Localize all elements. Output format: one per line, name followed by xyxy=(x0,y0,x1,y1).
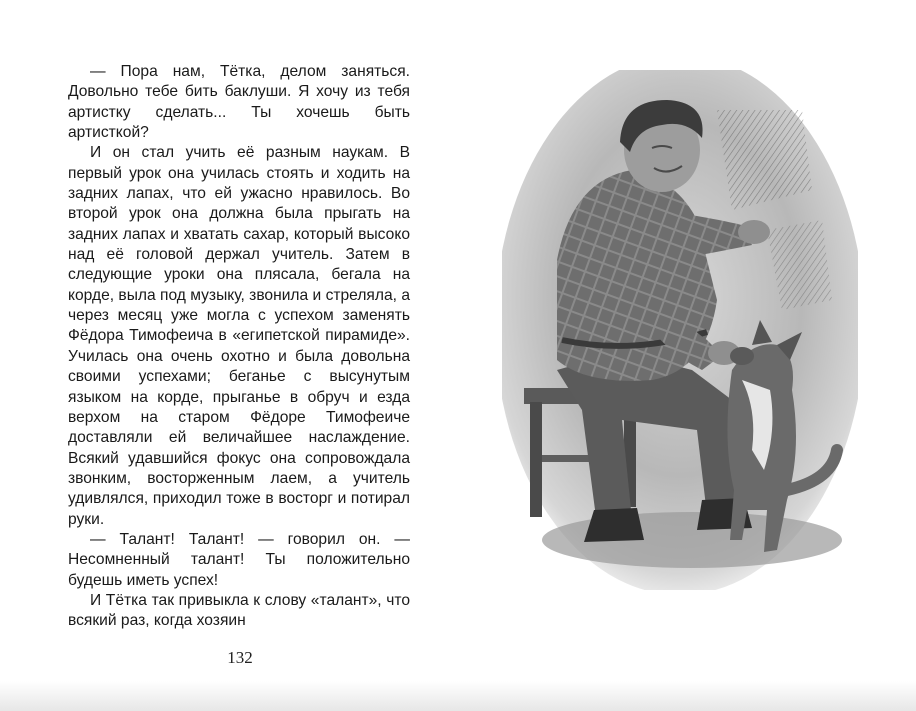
page-edge-shadow xyxy=(0,681,916,711)
paragraph: И он стал учить её разным наукам. В первый урок она училась стоять и ходить на задних лапах, что ей ужасно нравилось. Во второй урок она должна была прыгать на задних лапах и хватать сахар, который высоко над её головой держал учитель. Затем в следующие уроки она плясала, бегала на корде, выла под музыку, звонила и стреляла, а через месяц уже могла с успехом заменять Фёдора Тимофеича в «египетской пирамиде». Училась она очень охотно и была довольна своими успехами; беганье с высунутым языком на корде, прыганье в обруч и езда верхом на старом Фёдоре Тимофеиче доставляли ей величайшее наслаждение. Всякий удавшийся фокус она сопровождала звонким, восторженным лаем, а учитель удивлялся, приходил тоже в восторг и потирал руки. xyxy=(68,144,410,528)
text-column xyxy=(68,62,410,632)
paragraph: И Тётка так привыкла к слову «талант», что всякий раз, когда хозяин xyxy=(68,591,410,630)
man-raised-hand xyxy=(738,220,770,244)
page-number: 132 xyxy=(227,648,253,667)
paragraph: — Пора нам, Тётка, делом заняться. Довольно тебе бить баклуши. Я хочу из тебя артистку сделать... Ты хочешь быть артисткой? xyxy=(68,63,410,142)
man-training-dog-illustration xyxy=(502,70,858,590)
paragraph: — Талант! Талант! — говорил он. — Несомненный талант! Ты положительно будешь иметь успех! xyxy=(68,530,410,589)
